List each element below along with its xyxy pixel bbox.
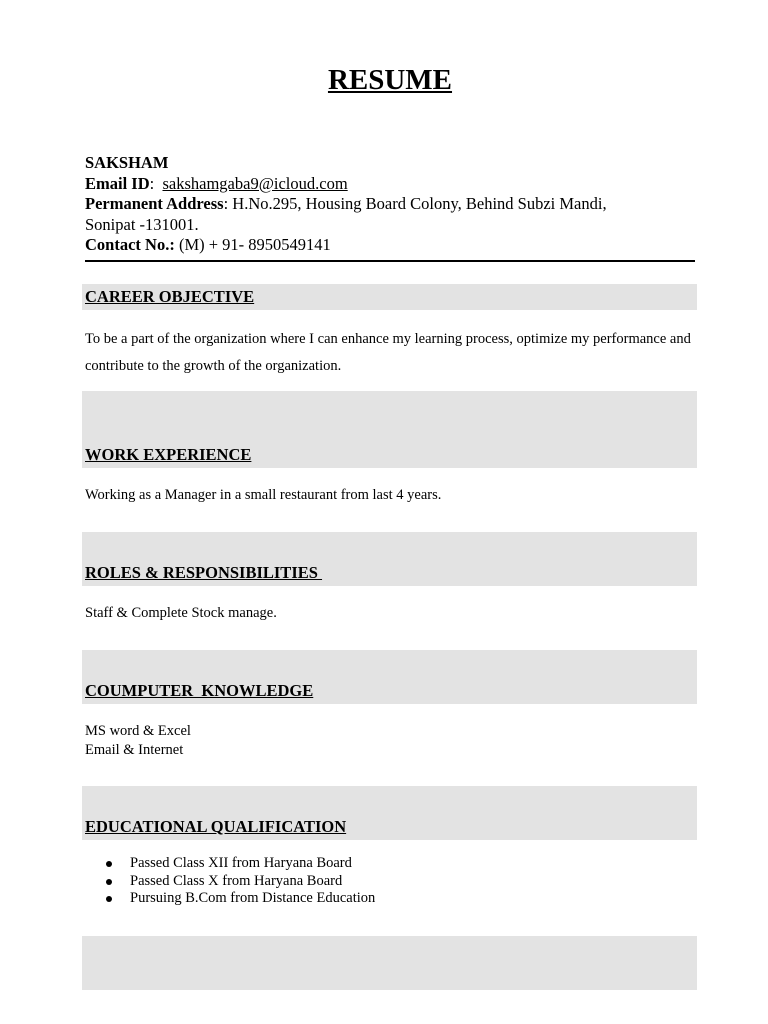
list-item: Passed Class XII from Haryana Board xyxy=(105,855,375,873)
work-experience-heading: WORK EXPERIENCE xyxy=(85,445,252,464)
work-experience-text: Working as a Manager in a small restaurant from last 4 years. xyxy=(85,487,442,503)
phone-number: (M) + 91- 8950549141 xyxy=(174,235,331,254)
phone-label: Contact No.: xyxy=(85,235,175,254)
computer-knowledge-heading: COUMPUTER KNOWLEDGE xyxy=(85,681,314,700)
header-divider xyxy=(85,260,695,262)
address-text: : H.No.295, Housing Board Colony, Behind Subzi Mandi, xyxy=(223,194,607,213)
empty-section-band xyxy=(82,936,697,990)
email-line xyxy=(85,174,705,195)
list-item: Pursuing B.Com from Distance Education xyxy=(105,890,375,908)
education-heading: EDUCATIONAL QUALIFICATION xyxy=(85,817,347,836)
education-list xyxy=(105,855,375,908)
email-link[interactable]: sakshamgaba9@icloud.com xyxy=(162,173,348,193)
address-label: Permanent Address xyxy=(85,194,224,213)
resume-title: RESUME xyxy=(327,64,453,96)
roles-text: Staff & Complete Stock manage. xyxy=(85,605,277,621)
address-line xyxy=(85,194,705,215)
email-label: Email ID xyxy=(85,173,150,193)
list-item: MS word & Excel xyxy=(85,723,191,739)
candidate-name: SAKSHAM xyxy=(85,153,169,172)
phone-line xyxy=(85,235,705,256)
career-objective-heading: CAREER OBJECTIVE xyxy=(85,287,255,306)
email-separator: : xyxy=(149,173,163,193)
career-objective-text: To be a part of the organization where I can enhance my learning process, optimize my performance and contribute to the growth of the organization. xyxy=(85,331,691,374)
list-item: Passed Class X from Haryana Board xyxy=(105,873,375,891)
list-item: Email & Internet xyxy=(85,741,184,758)
roles-heading: ROLES & RESPONSIBILITIES xyxy=(85,563,323,582)
contact-block xyxy=(85,153,705,256)
address-city: Sonipat -131001. xyxy=(85,214,199,234)
computer-knowledge-list xyxy=(85,722,191,759)
